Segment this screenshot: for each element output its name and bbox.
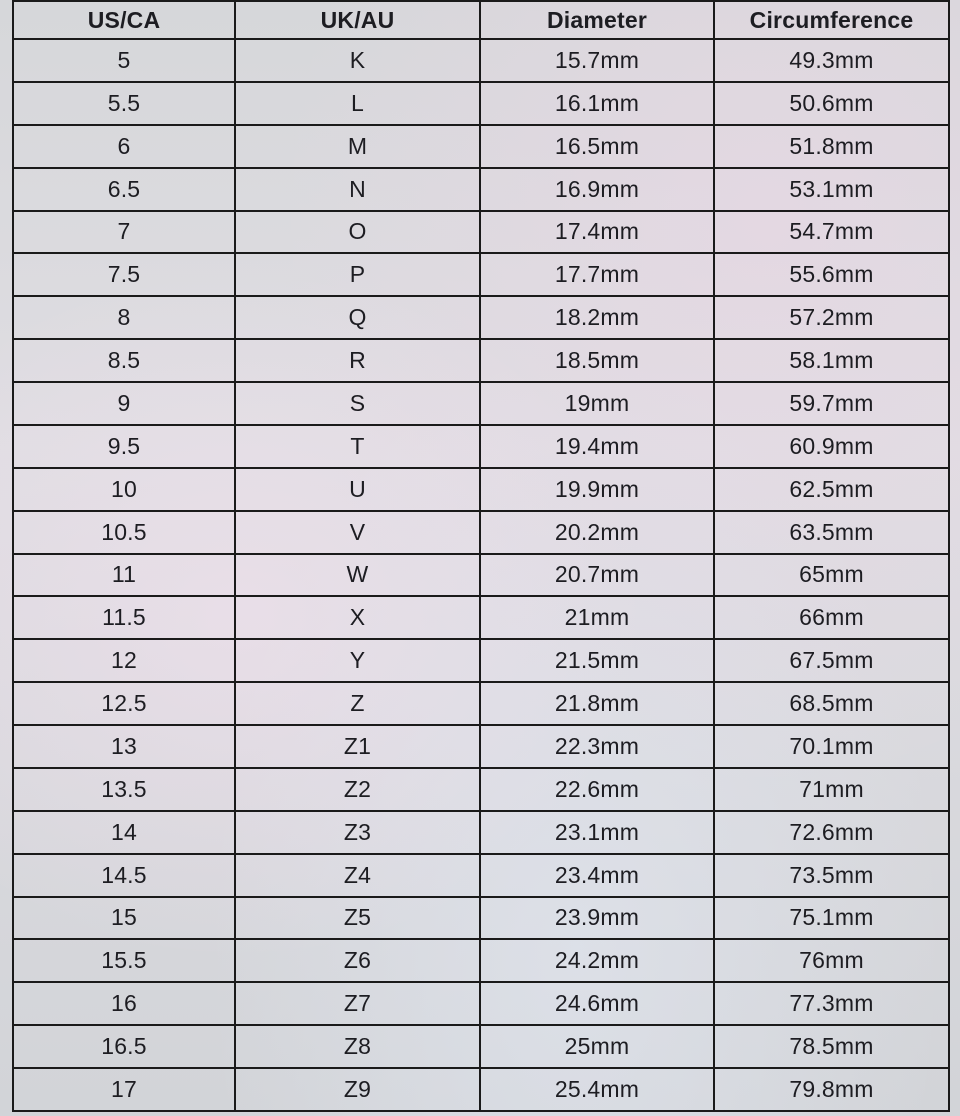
uk-au-cell: Z7: [235, 982, 480, 1025]
circumference-cell: 49.3mm: [714, 39, 949, 82]
diameter-cell: 17.7mm: [480, 253, 714, 296]
table-row: [13, 82, 949, 125]
circumference-cell: 62.5mm: [714, 468, 949, 511]
table-row: [13, 725, 949, 768]
table-row: [13, 125, 949, 168]
table-row: [13, 425, 949, 468]
diameter-cell: 22.3mm: [480, 725, 714, 768]
table-row: [13, 253, 949, 296]
uk-au-cell: T: [235, 425, 480, 468]
table-row: [13, 897, 949, 940]
table-row: [13, 468, 949, 511]
diameter-cell: 24.6mm: [480, 982, 714, 1025]
us-ca-cell: 9.5: [13, 425, 235, 468]
table-row: [13, 1025, 949, 1068]
diameter-cell: 20.7mm: [480, 554, 714, 597]
uk-au-cell: Z6: [235, 939, 480, 982]
diameter-cell: 15.7mm: [480, 39, 714, 82]
diameter-cell: 20.2mm: [480, 511, 714, 554]
circumference-cell: 67.5mm: [714, 639, 949, 682]
uk-au-cell: X: [235, 596, 480, 639]
uk-au-cell: N: [235, 168, 480, 211]
diameter-cell: 18.5mm: [480, 339, 714, 382]
circumference-cell: 51.8mm: [714, 125, 949, 168]
us-ca-cell: 15.5: [13, 939, 235, 982]
header-us-ca: US/CA: [13, 1, 235, 39]
us-ca-cell: 11: [13, 554, 235, 597]
us-ca-cell: 11.5: [13, 596, 235, 639]
us-ca-cell: 13.5: [13, 768, 235, 811]
us-ca-cell: 13: [13, 725, 235, 768]
circumference-cell: 54.7mm: [714, 211, 949, 254]
uk-au-cell: Z2: [235, 768, 480, 811]
circumference-cell: 72.6mm: [714, 811, 949, 854]
us-ca-cell: 7.5: [13, 253, 235, 296]
uk-au-cell: Y: [235, 639, 480, 682]
circumference-cell: 76mm: [714, 939, 949, 982]
diameter-cell: 18.2mm: [480, 296, 714, 339]
table-row: [13, 596, 949, 639]
header-diameter: Diameter: [480, 1, 714, 39]
table-row: [13, 511, 949, 554]
header-uk-au: UK/AU: [235, 1, 480, 39]
circumference-cell: 63.5mm: [714, 511, 949, 554]
circumference-cell: 77.3mm: [714, 982, 949, 1025]
table-header: [13, 1, 949, 39]
us-ca-cell: 7: [13, 211, 235, 254]
us-ca-cell: 12.5: [13, 682, 235, 725]
us-ca-cell: 16: [13, 982, 235, 1025]
diameter-cell: 23.4mm: [480, 854, 714, 897]
table-row: [13, 211, 949, 254]
us-ca-cell: 6.5: [13, 168, 235, 211]
table-row: [13, 854, 949, 897]
circumference-cell: 73.5mm: [714, 854, 949, 897]
uk-au-cell: S: [235, 382, 480, 425]
diameter-cell: 25.4mm: [480, 1068, 714, 1111]
table-row: [13, 39, 949, 82]
uk-au-cell: Z: [235, 682, 480, 725]
uk-au-cell: W: [235, 554, 480, 597]
diameter-cell: 16.5mm: [480, 125, 714, 168]
us-ca-cell: 14.5: [13, 854, 235, 897]
diameter-cell: 23.9mm: [480, 897, 714, 940]
circumference-cell: 53.1mm: [714, 168, 949, 211]
us-ca-cell: 8: [13, 296, 235, 339]
circumference-cell: 71mm: [714, 768, 949, 811]
uk-au-cell: K: [235, 39, 480, 82]
diameter-cell: 17.4mm: [480, 211, 714, 254]
table-row: [13, 939, 949, 982]
table-row: [13, 296, 949, 339]
circumference-cell: 60.9mm: [714, 425, 949, 468]
circumference-cell: 78.5mm: [714, 1025, 949, 1068]
diameter-cell: 19.9mm: [480, 468, 714, 511]
uk-au-cell: Z8: [235, 1025, 480, 1068]
us-ca-cell: 12: [13, 639, 235, 682]
uk-au-cell: M: [235, 125, 480, 168]
circumference-cell: 68.5mm: [714, 682, 949, 725]
diameter-cell: 19mm: [480, 382, 714, 425]
diameter-cell: 21mm: [480, 596, 714, 639]
circumference-cell: 65mm: [714, 554, 949, 597]
diameter-cell: 24.2mm: [480, 939, 714, 982]
table-row: [13, 554, 949, 597]
us-ca-cell: 17: [13, 1068, 235, 1111]
uk-au-cell: L: [235, 82, 480, 125]
uk-au-cell: P: [235, 253, 480, 296]
us-ca-cell: 15: [13, 897, 235, 940]
circumference-cell: 58.1mm: [714, 339, 949, 382]
diameter-cell: 21.8mm: [480, 682, 714, 725]
table-row: [13, 682, 949, 725]
us-ca-cell: 5.5: [13, 82, 235, 125]
uk-au-cell: Z4: [235, 854, 480, 897]
uk-au-cell: Z1: [235, 725, 480, 768]
uk-au-cell: Z9: [235, 1068, 480, 1111]
table-row: [13, 168, 949, 211]
us-ca-cell: 14: [13, 811, 235, 854]
table-row: [13, 1068, 949, 1111]
circumference-cell: 57.2mm: [714, 296, 949, 339]
table-row: [13, 639, 949, 682]
circumference-cell: 70.1mm: [714, 725, 949, 768]
uk-au-cell: Q: [235, 296, 480, 339]
uk-au-cell: Z3: [235, 811, 480, 854]
table-row: [13, 768, 949, 811]
us-ca-cell: 10: [13, 468, 235, 511]
us-ca-cell: 6: [13, 125, 235, 168]
uk-au-cell: V: [235, 511, 480, 554]
header-row: [13, 1, 949, 39]
table-row: [13, 339, 949, 382]
diameter-cell: 25mm: [480, 1025, 714, 1068]
table-body: [13, 39, 949, 1111]
uk-au-cell: U: [235, 468, 480, 511]
circumference-cell: 66mm: [714, 596, 949, 639]
us-ca-cell: 9: [13, 382, 235, 425]
diameter-cell: 23.1mm: [480, 811, 714, 854]
diameter-cell: 16.9mm: [480, 168, 714, 211]
table-row: [13, 982, 949, 1025]
us-ca-cell: 10.5: [13, 511, 235, 554]
table-row: [13, 382, 949, 425]
circumference-cell: 50.6mm: [714, 82, 949, 125]
circumference-cell: 55.6mm: [714, 253, 949, 296]
circumference-cell: 79.8mm: [714, 1068, 949, 1111]
uk-au-cell: R: [235, 339, 480, 382]
uk-au-cell: Z5: [235, 897, 480, 940]
circumference-cell: 75.1mm: [714, 897, 949, 940]
ring-size-table: [12, 0, 950, 1112]
diameter-cell: 21.5mm: [480, 639, 714, 682]
diameter-cell: 19.4mm: [480, 425, 714, 468]
table-row: [13, 811, 949, 854]
header-circumference: Circumference: [714, 1, 949, 39]
diameter-cell: 22.6mm: [480, 768, 714, 811]
diameter-cell: 16.1mm: [480, 82, 714, 125]
us-ca-cell: 8.5: [13, 339, 235, 382]
us-ca-cell: 5: [13, 39, 235, 82]
us-ca-cell: 16.5: [13, 1025, 235, 1068]
uk-au-cell: O: [235, 211, 480, 254]
circumference-cell: 59.7mm: [714, 382, 949, 425]
